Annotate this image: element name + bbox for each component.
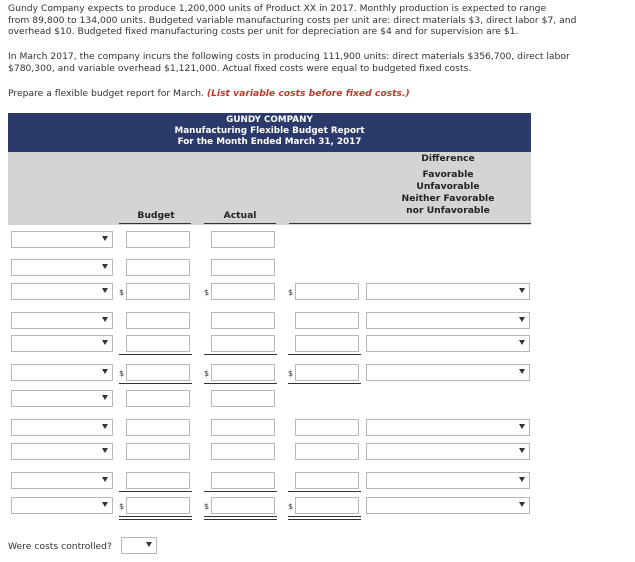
dollar-sign: $ (119, 502, 125, 511)
report-row (8, 443, 531, 463)
dollar-sign: $ (204, 369, 210, 378)
chevron-down-icon (519, 317, 525, 322)
budget-input[interactable] (126, 364, 190, 381)
total-rule (288, 354, 361, 355)
line-item-select[interactable] (11, 443, 113, 460)
chevron-down-icon (519, 424, 525, 429)
double-rule (119, 519, 192, 520)
chevron-down-icon (519, 448, 525, 453)
budget-input[interactable] (126, 312, 190, 329)
difference-amount-input[interactable] (295, 443, 359, 460)
problem-line: overhead $10. Budgeted fixed manufacturing costs per unit for depreciation are $4 and for supervision are $1. (8, 26, 519, 37)
budget-input[interactable] (126, 259, 190, 276)
report-row (8, 390, 531, 410)
line-item-select[interactable] (11, 390, 113, 407)
chevron-down-icon (519, 288, 525, 293)
total-rule (119, 491, 192, 492)
chevron-down-icon (102, 288, 108, 293)
problem-line: from 89,800 to 134,000 units. Budgeted variable manufacturing costs per unit are: direct materials $3, direct labor $7, and (8, 14, 577, 26)
difference-header: Difference (365, 152, 531, 166)
report-row (8, 283, 531, 303)
budget-input[interactable] (126, 443, 190, 460)
line-item-select[interactable] (11, 419, 113, 436)
instruction-emphasis: (List variable costs before fixed costs.) (206, 88, 410, 99)
report-title: Manufacturing Flexible Budget Report (174, 126, 365, 136)
chevron-down-icon (519, 502, 525, 507)
budget-input[interactable] (126, 472, 190, 489)
total-rule (119, 383, 192, 384)
actual-input[interactable] (211, 390, 275, 407)
chevron-down-icon (102, 448, 108, 453)
actual-header: Actual (223, 210, 257, 221)
line-item-select[interactable] (11, 312, 113, 329)
actual-input[interactable] (211, 472, 275, 489)
chevron-down-icon (102, 369, 108, 374)
total-rule (119, 516, 192, 517)
difference-amount-input[interactable] (295, 419, 359, 436)
underline (119, 223, 191, 224)
total-rule (204, 516, 277, 517)
chevron-down-icon (102, 502, 108, 507)
total-rule (204, 354, 277, 355)
controlled-select[interactable] (121, 537, 157, 554)
problem-text-2 (8, 51, 623, 74)
actual-input[interactable] (211, 364, 275, 381)
line-item-select[interactable] (11, 335, 113, 352)
difference-select[interactable] (366, 443, 530, 460)
instruction-text: Prepare a flexible budget report for March. (8, 88, 204, 99)
diff-opt-favorable: Favorable (422, 169, 474, 180)
total-rule (119, 354, 192, 355)
report-row (8, 231, 531, 251)
budget-header: Budget (137, 210, 175, 221)
chevron-down-icon (519, 477, 525, 482)
chevron-down-icon (146, 542, 152, 547)
actual-input[interactable] (211, 259, 275, 276)
difference-select[interactable] (366, 283, 530, 300)
report-row (8, 419, 531, 439)
total-rule (288, 383, 361, 384)
double-rule (288, 519, 361, 520)
actual-input[interactable] (211, 335, 275, 352)
chevron-down-icon (102, 477, 108, 482)
actual-input[interactable] (211, 283, 275, 300)
actual-input[interactable] (211, 497, 275, 514)
actual-input[interactable] (211, 312, 275, 329)
report-row (8, 335, 531, 355)
dollar-sign: $ (204, 502, 210, 511)
budget-input[interactable] (126, 283, 190, 300)
chevron-down-icon (102, 236, 108, 241)
report-row (8, 312, 531, 332)
line-item-select[interactable] (11, 259, 113, 276)
budget-input[interactable] (126, 497, 190, 514)
column-header-band (8, 152, 365, 166)
underline (204, 223, 276, 224)
double-rule (204, 519, 277, 520)
chevron-down-icon (519, 369, 525, 374)
chevron-down-icon (102, 395, 108, 400)
budget-input[interactable] (126, 231, 190, 248)
chevron-down-icon (102, 317, 108, 322)
report-row (8, 497, 531, 517)
difference-select[interactable] (366, 497, 530, 514)
line-item-select[interactable] (11, 472, 113, 489)
difference-amount-input[interactable] (295, 283, 359, 300)
difference-amount-input[interactable] (295, 335, 359, 352)
company-name: GUNDY COMPANY (226, 115, 313, 125)
difference-select[interactable] (366, 335, 530, 352)
chevron-down-icon (519, 340, 525, 345)
report-period: For the Month Ended March 31, 2017 (177, 137, 362, 147)
total-rule (204, 383, 277, 384)
report-header (8, 113, 531, 152)
difference-select[interactable] (366, 364, 530, 381)
problem-text (8, 3, 623, 38)
report-row (8, 259, 531, 279)
instruction (8, 88, 623, 100)
total-rule (288, 516, 361, 517)
report-row (8, 364, 531, 384)
dollar-sign: $ (119, 369, 125, 378)
actual-input[interactable] (211, 231, 275, 248)
chevron-down-icon (102, 424, 108, 429)
dollar-sign: $ (288, 288, 294, 297)
diff-opt-nor: nor Unfavorable (406, 205, 490, 216)
actual-input[interactable] (211, 419, 275, 436)
difference-select[interactable] (366, 472, 530, 489)
line-item-select[interactable] (11, 283, 113, 300)
underline (289, 223, 531, 224)
line-item-select[interactable] (11, 231, 113, 248)
difference-amount-input[interactable] (295, 312, 359, 329)
budget-input[interactable] (126, 335, 190, 352)
diff-opt-neither: Neither Favorable (401, 193, 495, 204)
difference-options (365, 169, 531, 217)
line-item-select[interactable] (11, 364, 113, 381)
diff-opt-unfavorable: Unfavorable (416, 181, 480, 192)
difference-select[interactable] (366, 419, 530, 436)
flexible-budget-report (8, 113, 531, 515)
budget-input[interactable] (126, 390, 190, 407)
difference-amount-input[interactable] (295, 497, 359, 514)
difference-select[interactable] (366, 312, 530, 329)
total-rule (204, 491, 277, 492)
budget-input[interactable] (126, 419, 190, 436)
dollar-sign: $ (288, 369, 294, 378)
difference-amount-input[interactable] (295, 472, 359, 489)
dollar-sign: $ (288, 502, 294, 511)
difference-amount-input[interactable] (295, 364, 359, 381)
problem-line: Gundy Company expects to produce 1,200,000 units of Product XX in 2017. Monthly production is expected to range (8, 3, 547, 14)
problem-line: $780,300, and variable overhead $1,121,000. Actual fixed costs were equal to budgeted fixed costs. (8, 62, 472, 74)
report-row (8, 472, 531, 492)
total-rule (288, 491, 361, 492)
dollar-sign: $ (119, 288, 125, 297)
line-item-select[interactable] (11, 497, 113, 514)
problem-line: In March 2017, the company incurs the following costs in producing 111,900 units: direct materials $356,700, direct labor (8, 51, 570, 62)
actual-input[interactable] (211, 443, 275, 460)
chevron-down-icon (102, 264, 108, 269)
chevron-down-icon (102, 340, 108, 345)
controlled-question: Were costs controlled? (8, 541, 112, 552)
dollar-sign: $ (204, 288, 210, 297)
